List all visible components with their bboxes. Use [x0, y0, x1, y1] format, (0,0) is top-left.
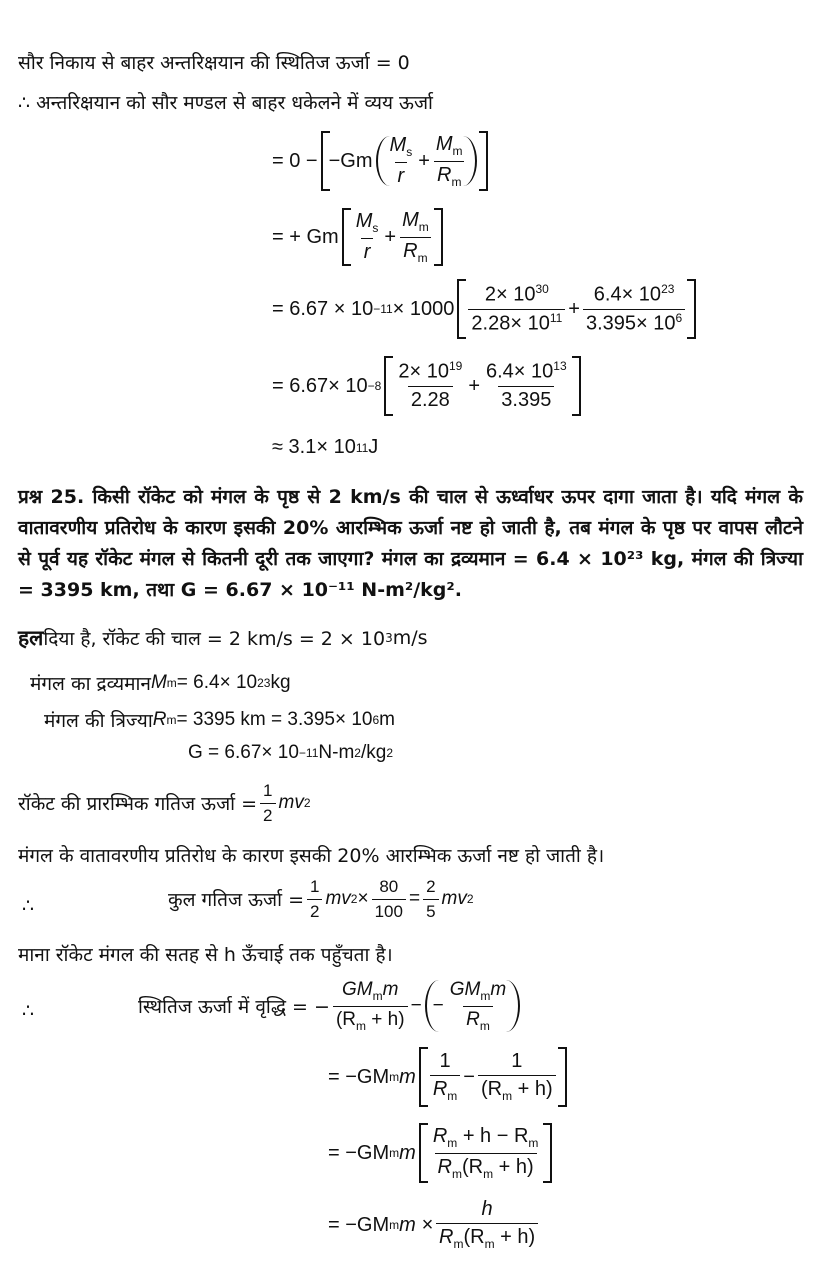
pe-step-3: = −GM m m $\frac{R_m + h - R_m}{R_m(R_m + h)}$ [328, 1122, 555, 1184]
question-text: किसी रॉकेट को मंगल के पृष्ठ से 2 km/s की चाल से ऊर्ध्वाधर ऊपर दागा जाता है। यदि मंगल के वातावरणीय प्रतिरोध के कारण इसकी 20% आरम्भिक ऊर्जा नष्ट हो जाती है, तब मंगल के पृष्ठ पर वापस लौटने से पूर्व यह रॉकेट मंगल से कितनी दूरी तक जाएगा? मंगल का द्रव्यमान = 6.4 × 10²³ kg, मंगल की त्रिज्या = 3395 km, तथा G = 6.67 × 10⁻¹¹ N-m²/kg². [18, 486, 803, 601]
question-25 [18, 482, 803, 606]
assume-line: माना रॉकेट मंगल की सतह से h ऊँचाई तक पहुँचता है। [18, 944, 393, 966]
total-ke-line: कुल गतिज ऊर्जा = $\frac{1}{2}$ mv 2 × $\frac{80}{100}$ = $\frac{2}{5}$ mv 2 [168, 876, 474, 921]
g-line: G = 6.67× 10 −11 N-m 2 /kg 2 [188, 742, 394, 763]
line-2: ∴ अन्तरिक्षयान को सौर मण्डल से बाहर धकेलने में व्यय ऊर्जा [18, 92, 433, 114]
therefore-1: ∴ [22, 895, 35, 917]
equation-2: = + Gm $\frac{M_s}{r}$ + $\frac{M_m}{R_m}$ [272, 206, 446, 268]
equation-4: = 6.67× 10 −8 $\frac{2\times 10^{19}}{2.28}$ + $\frac{6.4\times 10^{13}}{3.395}$ [272, 355, 584, 417]
equation-5: ≈ 3.1× 10 11 J [272, 436, 379, 458]
pe-line: स्थितिज ऊर्जा में वृद्धि = − $\frac{GM_mm}{(R_m + h)}$ − − $\frac{GM_mm}{R_m}$ [138, 976, 523, 1036]
ke-line: रॉकेट की प्रारम्भिक गतिज ऊर्जा = $\frac{1}{2}$ mv 2 [18, 780, 311, 825]
equation-1: = 0 − −Gm $\frac{M_s}{r}$ + $\frac{M_m}{R_m}$ [272, 130, 491, 192]
line-1: सौर निकाय से बाहर अन्तरिक्षयान की स्थितिज ऊर्जा = 0 [18, 52, 410, 74]
question-label: प्रश्न 25. [18, 486, 85, 508]
pe-step-2: = −GM m m $\frac{1}{R_m}$ − $\frac{1}{(R_m + h)}$ [328, 1046, 570, 1108]
loss-line: मंगल के वातावरणीय प्रतिरोध के कारण इसकी 20% आरम्भिक ऊर्जा नष्ट हो जाती है। [18, 845, 605, 867]
mass-line: मंगल का द्रव्यमान M m = 6.4× 10 23 kg [30, 672, 291, 695]
solution-given: हल दिया है, रॉकेट की चाल = 2 km/s = 2 × 10 3 m/s [18, 626, 428, 650]
pe-step-4: = −GM m m × $\frac{h}{R_m(R_m + h)}$ [328, 1196, 541, 1254]
radius-line: मंगल की त्रिज्या R m = 3395 km = 3.395× 10 6 m [44, 709, 395, 732]
equation-3: = 6.67 × 10 −11 × 1000 $\frac{2\times 10^{30}}{2.28\times 10^{11}}$ + $\frac{6.4\times 10^{23}}{3.395\times 10^6}$ [272, 278, 699, 340]
solution-label: हल [18, 626, 44, 650]
therefore-2: ∴ [22, 1000, 35, 1022]
